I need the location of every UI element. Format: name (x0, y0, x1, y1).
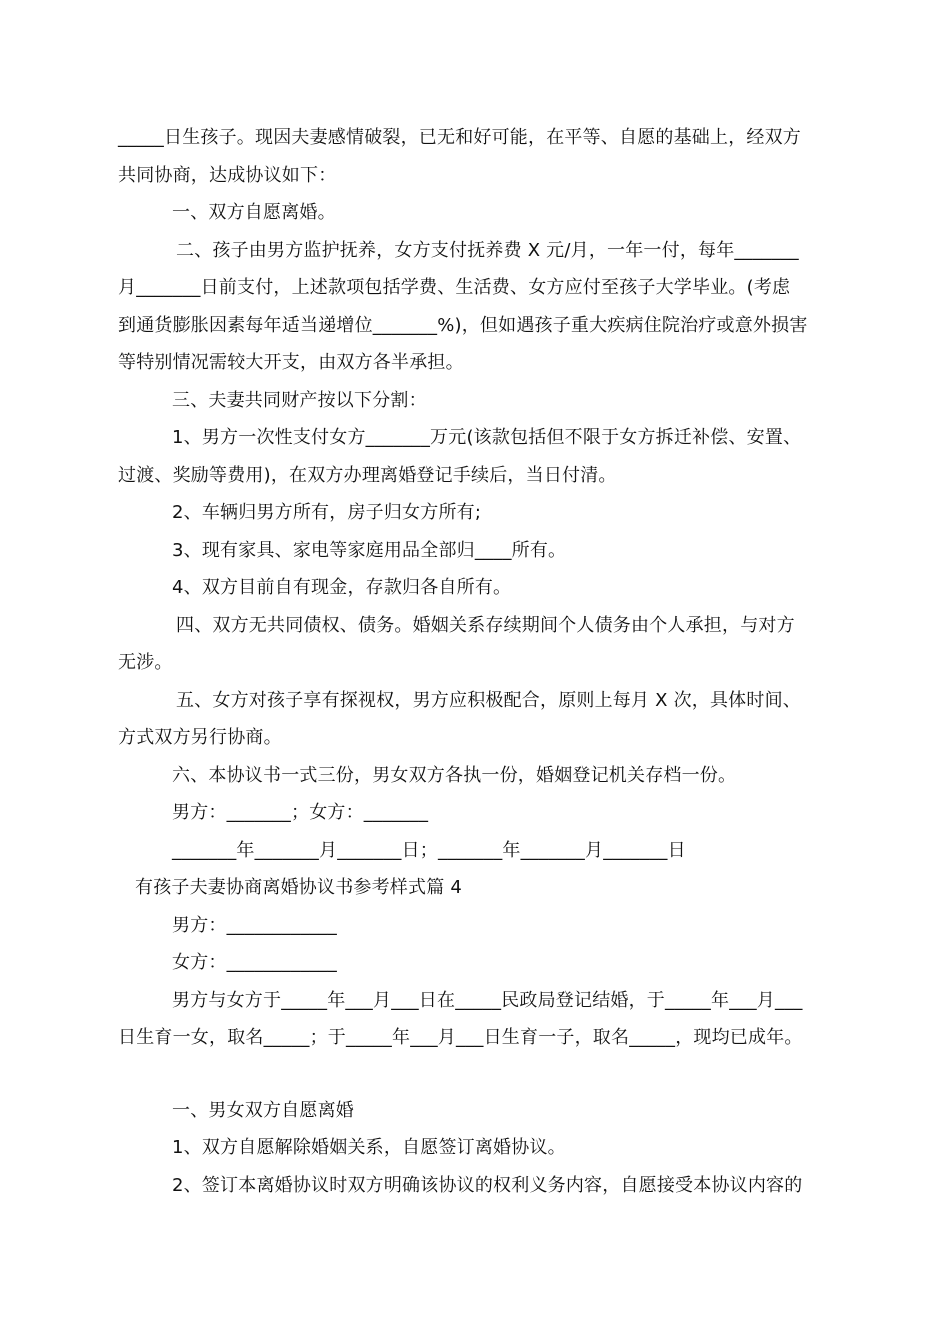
paragraph-line: 男方与女方于_____年___月___日在_____民政局登记结婚，于_____年___月___ (172, 990, 803, 1011)
list-item: 1、男方一次性支付女方_______万元(该款包括但不限于女方拆迁补偿、安置、 (172, 427, 802, 448)
paragraph-line: 过渡、奖励等费用)，在双方办理离婚登记手续后，当日付清。 (118, 465, 617, 486)
list-item: 2、签订本离婚协议时双方明确该协议的权利义务内容，自愿接受本协议内容的 (172, 1175, 803, 1196)
date-line: _______年_______月_______日；_______年_______月_______日 (172, 840, 686, 861)
paragraph-line: 到通货膨胀因素每年适当递增位_______%)，但如遇孩子重大疾病住院治疗或意外损害 (118, 315, 808, 336)
paragraph-line: 等特别情况需较大开支，由双方各半承担。 (118, 352, 464, 373)
signature-line: 男方：_______；女方：_______ (172, 802, 429, 823)
section-heading: 五、女方对孩子享有探视权，男方应积极配合，原则上每月 X 次，具体时间、 (176, 690, 801, 711)
signature-line: 女方：____________ (172, 952, 337, 973)
section-heading: 四、双方无共同债权、债务。婚姻关系存续期间个人债务由个人承担，与对方 (176, 615, 795, 636)
paragraph-line: 月_______日前支付，上述款项包括学费、生活费、女方应付至孩子大学毕业。(考虑 (118, 277, 791, 298)
section-heading: 三、夫妻共同财产按以下分割： (172, 390, 427, 411)
section-heading: 一、男女双方自愿离婚 (172, 1100, 354, 1121)
section-heading: 六、本协议书一式三份，男女双方各执一份，婚姻登记机关存档一份。 (172, 765, 737, 786)
paragraph-line: 日生育一女，取名_____；于_____年___月___日生育一子，取名_____，现均已成年。 (118, 1027, 803, 1048)
list-item: 2、车辆归男方所有，房子归女方所有; (172, 502, 482, 523)
paragraph-line: 共同协商，达成协议如下： (118, 165, 337, 186)
paragraph-line: _____日生孩子。现因夫妻感情破裂，已无和好可能，在平等、自愿的基础上，经双方 (118, 127, 801, 148)
section-heading: 一、双方自愿离婚。 (172, 202, 336, 223)
signature-line: 男方：____________ (172, 915, 337, 936)
paragraph-line: 无涉。 (118, 652, 173, 673)
list-item: 4、双方目前自有现金，存款归各自所有。 (172, 577, 512, 598)
paragraph-line: 方式双方另行协商。 (118, 727, 282, 748)
list-item: 3、现有家具、家电等家庭用品全部归____所有。 (172, 540, 567, 561)
list-item: 1、双方自愿解除婚姻关系，自愿签订离婚协议。 (172, 1137, 566, 1158)
document-title: 有孩子夫妻协商离婚协议书参考样式篇 4 (135, 877, 462, 898)
section-heading: 二、孩子由男方监护抚养，女方支付抚养费 X 元/月，一年一付，每年_______ (176, 240, 799, 261)
